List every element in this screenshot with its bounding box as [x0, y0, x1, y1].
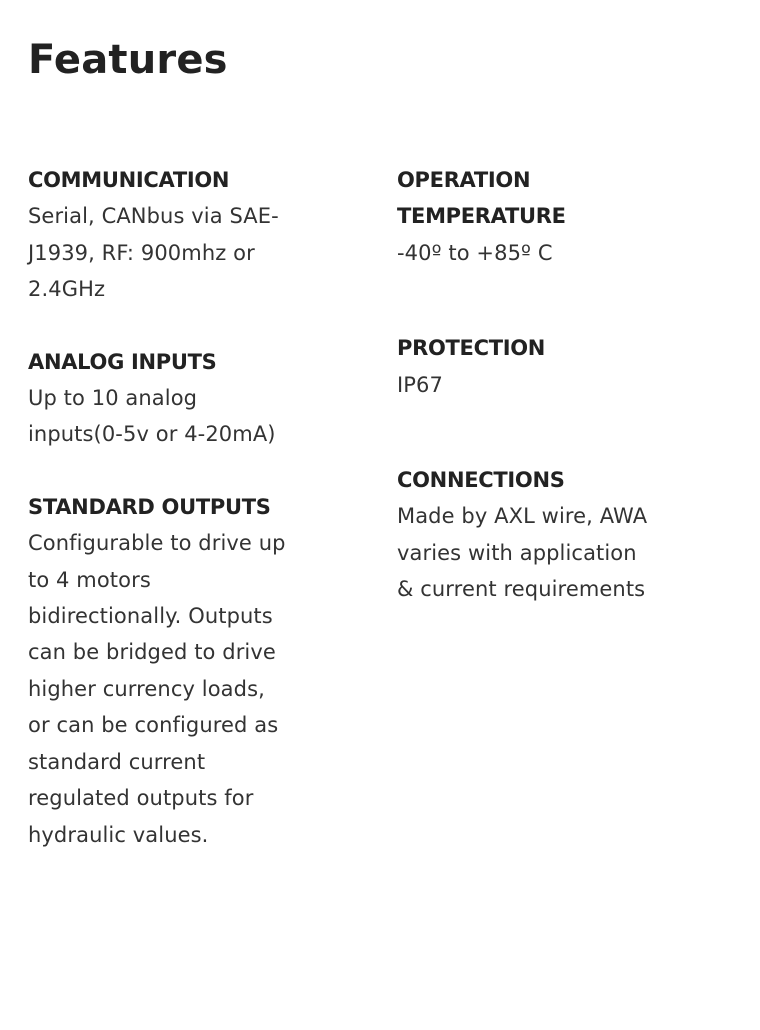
feature-description: -40º to +85º C	[397, 240, 553, 265]
feature-heading: COMMUNICATION	[28, 168, 230, 192]
feature-description: Made by AXL wire, AWA varies with application & current requirements	[397, 504, 648, 602]
feature-heading: PROTECTION	[397, 336, 546, 361]
feature-heading: ANALOG INPUTS	[28, 349, 217, 374]
feature-description: Serial, CANbus via SAE-J1939, RF: 900mhz or 2.4GHz	[28, 204, 279, 302]
feature-description: Configurable to drive up to 4 motors bidirectionally. Outputs can be bridged to drive higher currency loads, or can be configured as standard current regulated outputs for hydraulic values.	[28, 531, 286, 847]
features-left-column	[28, 162, 290, 853]
feature-heading: OPERATION TEMPERATURE	[397, 168, 566, 229]
feature-heading: CONNECTIONS	[397, 468, 565, 493]
feature-communication	[28, 162, 290, 308]
page-title: Features	[28, 37, 228, 83]
feature-standard-outputs	[28, 489, 290, 853]
feature-heading: STANDARD OUTPUTS	[28, 494, 271, 519]
feature-description: Up to 10 analog inputs(0-5v or 4-20mA)	[28, 386, 276, 447]
feature-analog-inputs	[28, 344, 290, 453]
features-right-column	[397, 162, 659, 608]
feature-connections	[397, 462, 659, 608]
feature-protection	[397, 330, 659, 403]
feature-description: IP67	[397, 372, 443, 397]
feature-operation-temperature	[397, 162, 659, 271]
